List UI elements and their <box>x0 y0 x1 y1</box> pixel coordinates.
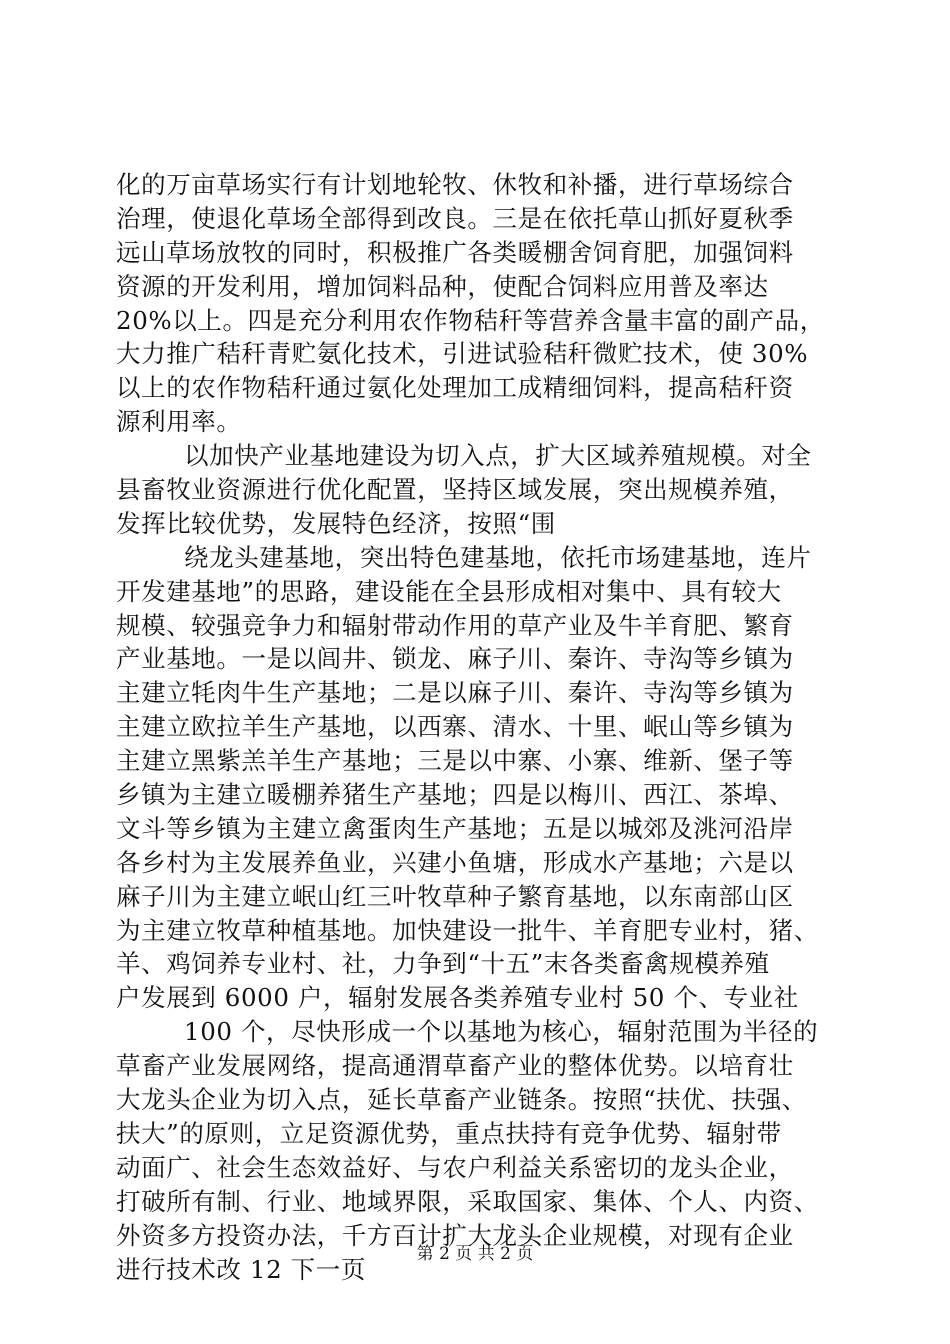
text-line: 草畜产业发展网络，提高通渭草畜产业的整体优势。以培育壮 <box>116 1051 794 1081</box>
text-line: 大龙头企业为切入点，延长草畜产业链条。按照“扶优、扶强、 <box>116 1085 807 1115</box>
text-line: 源利用率。 <box>116 407 242 437</box>
text-line: 扶大”的原则，立足资源优势，重点扶持有竞争优势、辐射带 <box>116 1118 782 1148</box>
document-body <box>116 168 840 1286</box>
text-line: 20%以上。四是充分利用农作物秸秆等营养含量丰富的副产品， <box>116 305 825 335</box>
paragraph <box>116 439 840 541</box>
text-line: 麻子川为主建立岷山红三叶牧草种子繁育基地，以东南部山区 <box>116 881 794 911</box>
text-line: 为主建立牧草种植基地。加快建设一批牛、羊育肥专业村，猪、 <box>116 915 819 945</box>
text-line: 资源的开发利用，增加饲料品种，使配合饲料应用普及率达 <box>116 271 769 301</box>
text-line: 开发建基地”的思路，建设能在全县形成相对集中、具有较大 <box>116 576 782 606</box>
text-line: 各乡村为主发展养鱼业，兴建小鱼塘，形成水产基地；六是以 <box>116 847 794 877</box>
text-line: 产业基地。一是以闾井、锁龙、麻子川、秦许、寺沟等乡镇为 <box>116 644 794 674</box>
text-line: 打破所有制、行业、地域界限，采取国家、集体、个人、内资、 <box>116 1186 819 1216</box>
text-line: 大力推广秸秆青贮氨化技术，引进试验秸秆微贮技术，使 30% <box>116 339 809 369</box>
text-line: 以加快产业基地建设为切入点，扩大区域养殖规模。对全 <box>184 441 812 471</box>
text-line: 远山草场放牧的同时，积极推广各类暖棚舍饲育肥，加强饲料 <box>116 237 794 267</box>
text-line: 化的万亩草场实行有计划地轮牧、休牧和补播，进行草场综合 <box>116 170 794 199</box>
text-line: 进行技术改 12 下一页 <box>116 1254 366 1284</box>
text-line: 乡镇为主建立暖棚养猪生产基地；四是以梅川、西江、茶埠、 <box>116 780 794 810</box>
text-line: 县畜牧业资源进行优化配置，坚持区域发展，突出规模养殖， <box>116 475 794 505</box>
text-line: 动面广、社会生态效益好、与农户利益关系密切的龙头企业， <box>116 1152 794 1182</box>
text-line: 主建立牦肉牛生产基地；二是以麻子川、秦许、寺沟等乡镇为 <box>116 678 794 708</box>
text-line: 外资多方投资办法，千方百计扩大龙头企业规模，对现有企业 <box>116 1220 794 1250</box>
text-line: 羊、鸡饲养专业村、社，力争到“十五”末各类畜禽规模养殖 <box>116 949 770 979</box>
text-line: 发挥比较优势，发展特色经济，按照“围 <box>116 508 556 538</box>
text-line: 100 个，尽快形成一个以基地为核心，辐射范围为半径的 <box>184 1017 819 1047</box>
text-line: 绕龙头建基地，突出特色建基地，依托市场建基地，连片 <box>184 542 812 572</box>
paragraph <box>116 168 840 439</box>
paragraph <box>116 541 840 1015</box>
text-line: 规模、较强竞争力和辐射带动作用的草产业及牛羊育肥、繁育 <box>116 610 794 640</box>
text-line: 户发展到 6000 户，辐射发展各类养殖专业村 50 个、专业社 <box>116 983 799 1013</box>
text-line: 文斗等乡镇为主建立禽蛋肉生产基地；五是以城郊及洮河沿岸 <box>116 813 794 843</box>
text-line: 主建立欧拉羊生产基地，以西寨、清水、十里、岷山等乡镇为 <box>116 712 794 742</box>
text-line: 主建立黑紫羔羊生产基地；三是以中寨、小寨、维新、堡子等 <box>116 746 794 776</box>
page-footer: 第 2 页 共 2 页 <box>416 1244 534 1264</box>
text-line: 以上的农作物秸秆通过氨化处理加工成精细饲料，提高秸秆资 <box>116 373 794 403</box>
text-line: 治理，使退化草场全部得到改良。三是在依托草山抓好夏秋季 <box>116 203 794 233</box>
